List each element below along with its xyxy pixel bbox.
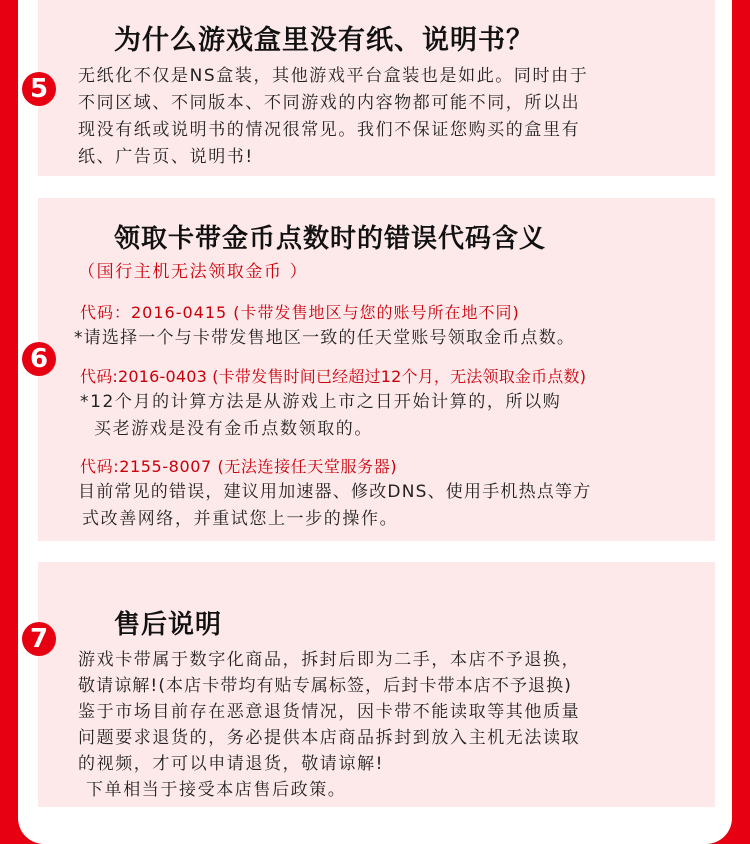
- section-5-card: [29, 0, 715, 176]
- section-6-note: （国行主机无法领取金币 ）: [78, 262, 309, 282]
- section-7-number-badge: 7: [22, 622, 56, 656]
- section-7-line-3: 鉴于市场目前存在恶意退货情况，因卡带不能读取等其他质量: [78, 702, 581, 722]
- section-5-line-1: 无纸化不仅是NS盒装，其他游戏平台盒装也是如此。同时由于: [78, 66, 589, 86]
- section-6-title: 领取卡带金币点数时的错误代码含义: [114, 224, 547, 254]
- error-code-3: 代码:2155-8007 (无法连接任天堂服务器): [80, 457, 398, 476]
- error-2-line-1: *12个月的计算方法是从游戏上市之日开始计算的，所以购: [80, 392, 562, 412]
- section-5-line-2: 不同区域、不同版本、不同游戏的内容物都可能不同，所以出: [78, 93, 581, 113]
- section-7-line-6: 下单相当于接受本店售后政策。: [86, 780, 347, 800]
- error-3-line-2: 式改善网络，并重试您上一步的操作。: [82, 509, 399, 529]
- section-6-number-badge: 6: [22, 342, 56, 376]
- error-3-line-1: 目前常见的错误，建议用加速器、修改DNS、使用手机热点等方: [78, 482, 592, 502]
- section-5-line-4: 纸、广告页、说明书!: [78, 147, 254, 167]
- section-5-title: 为什么游戏盒里没有纸、说明书？: [114, 25, 534, 56]
- section-6-card: [29, 198, 715, 541]
- section-7-title: 售后说明: [114, 610, 223, 640]
- section-7-card: [29, 562, 715, 807]
- error-code-2: 代码:2016-0403 (卡带发售时间已经超过12个月，无法领取金币点数): [80, 367, 587, 386]
- section-7-line-2: 敬请谅解!(本店卡带均有贴专属标签，后封卡带本店不予退换): [78, 676, 572, 696]
- section-7-line-4: 问题要求退货的，务必提供本店商品拆封到放入主机无法读取: [78, 728, 581, 748]
- error-1-line-1: *请选择一个与卡带发售地区一致的任天堂账号领取金币点数。: [74, 328, 576, 348]
- section-7-line-1: 游戏卡带属于数字化商品，拆封后即为二手，本店不予退换，: [78, 650, 581, 670]
- error-code-1: 代码：2016-0415 (卡带发售地区与您的账号所在地不同): [80, 303, 520, 322]
- section-7-line-5: 的视频，才可以申请退货，敬请谅解!: [78, 754, 385, 774]
- section-5-number-badge: 5: [22, 72, 56, 106]
- section-5-line-3: 现没有纸或说明书的情况很常见。我们不保证您购买的盒里有: [78, 120, 581, 140]
- error-2-line-2: 买老游戏是没有金币点数领取的。: [94, 419, 373, 439]
